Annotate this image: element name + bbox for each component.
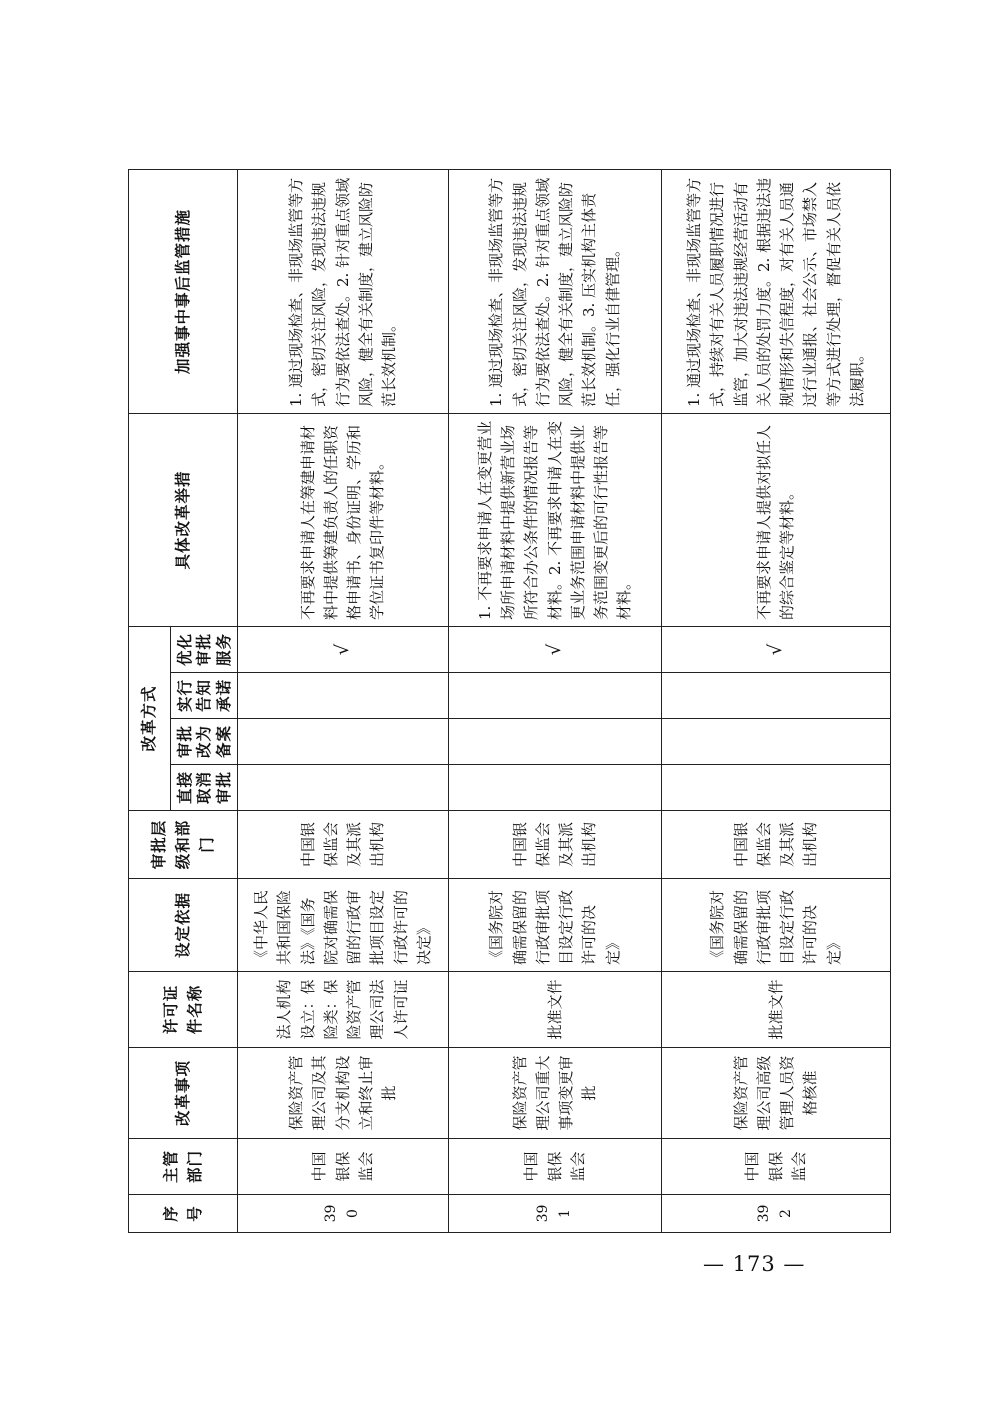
row-seq: 392: [662, 1195, 891, 1233]
row-supervision: 1. 通过现场检查、非现场监管等方式，持续对有关人员履职情况进行监管，加大对违法违规经营活动有关人员的处罚力度。2. 根据违法违规情形和失信程度，对有关人员通过行业通报、社会公示、市场禁入等方式进行处理，督促有关人员依法履职。: [662, 169, 891, 413]
header-measures: 具体改革举措: [129, 413, 238, 626]
table-row: [449, 169, 662, 1232]
header-seq: 序号: [129, 1195, 238, 1233]
table-rotation-wrapper: [128, 170, 865, 1233]
row-measures: 1. 不再要求申请人在变更营业场所申请材料中提供新营业场所符合办公条件的情况报告等材料。2. 不再要求申请人在变更业务范围申请材料中提供业务范围变更后的可行性报告等材料。: [449, 413, 662, 626]
header-dept: 主管部门: [129, 1139, 238, 1195]
row-method-cancel: [238, 765, 449, 811]
row-method-optimize: √: [449, 626, 662, 672]
row-method-optimize: √: [238, 626, 449, 672]
row-method-notify: [449, 673, 662, 719]
row-supervision: 1. 通过现场检查、非现场监管等方式，密切关注风险，发现违法违规行为要依法查处。2. 针对重点领域风险，健全有关制度，建立风险防范长效机制。3. 压实机构主体责任，强化行业自律管理。: [449, 169, 662, 413]
row-dept: 中国银保监会: [449, 1139, 662, 1195]
header-method: 改革方式: [129, 626, 171, 810]
row-license: 批准文件: [662, 972, 891, 1048]
header-row-1: [129, 169, 171, 1232]
row-level: 中国银保监会及其派出机构: [449, 811, 662, 879]
row-supervision: 1. 通过现场检查、非现场监管等方式，密切关注风险，发现违法违规行为要依法查处。2. 针对重点领域风险，健全有关制度，建立风险防范长效机制。: [238, 169, 449, 413]
header-level: 审批层级和部门: [129, 811, 238, 879]
row-basis: 《中华人民共和国保险法》《国务院对确需保留的行政审批项目设定行政许可的决定》: [238, 879, 449, 972]
table-row: [662, 169, 891, 1232]
header-license: 许可证件名称: [129, 972, 238, 1048]
row-method-optimize: √: [662, 626, 891, 672]
row-method-notify: [662, 673, 891, 719]
row-measures: 不再要求申请人在筹建申请材料中提供筹建负责人的任职资格申请书、身份证明、学历和学位证书复印件等材料。: [238, 413, 449, 626]
row-item: 保险资产管理公司及其分支机构设立和终止审批: [238, 1048, 449, 1139]
row-method-filing: [238, 719, 449, 765]
header-supervision: 加强事中事后监管措施: [129, 169, 238, 413]
row-method-cancel: [449, 765, 662, 811]
page-number: — 173 —: [703, 1252, 806, 1276]
row-basis: 《国务院对确需保留的行政审批项目设定行政许可的决定》: [449, 879, 662, 972]
header-method-filing: 审批改为备案: [171, 719, 238, 765]
header-method-optimize: 优化审批服务: [171, 626, 238, 672]
rotated-page-content: [128, 170, 865, 1233]
row-method-filing: [662, 719, 891, 765]
row-method-filing: [449, 719, 662, 765]
row-seq: 391: [449, 1195, 662, 1233]
row-level: 中国银保监会及其派出机构: [238, 811, 449, 879]
reform-table: [128, 169, 891, 1233]
row-method-cancel: [662, 765, 891, 811]
row-basis: 《国务院对确需保留的行政审批项目设定行政许可的决定》: [662, 879, 891, 972]
header-item: 改革事项: [129, 1048, 238, 1139]
row-method-notify: [238, 673, 449, 719]
row-license: 法人机构设立：保险类：保险资产管理公司法人许可证: [238, 972, 449, 1048]
row-item: 保险资产管理公司重大事项变更审批: [449, 1048, 662, 1139]
table-row: [238, 169, 449, 1232]
header-method-notify: 实行告知承诺: [171, 673, 238, 719]
row-item: 保险资产管理公司高级管理人员资格核准: [662, 1048, 891, 1139]
row-license: 批准文件: [449, 972, 662, 1048]
row-dept: 中国银保监会: [238, 1139, 449, 1195]
row-level: 中国银保监会及其派出机构: [662, 811, 891, 879]
header-basis: 设定依据: [129, 879, 238, 972]
row-seq: 390: [238, 1195, 449, 1233]
header-method-cancel: 直接取消审批: [171, 765, 238, 811]
row-measures: 不再要求申请人提供对拟任人的综合鉴定等材料。: [662, 413, 891, 626]
row-dept: 中国银保监会: [662, 1139, 891, 1195]
